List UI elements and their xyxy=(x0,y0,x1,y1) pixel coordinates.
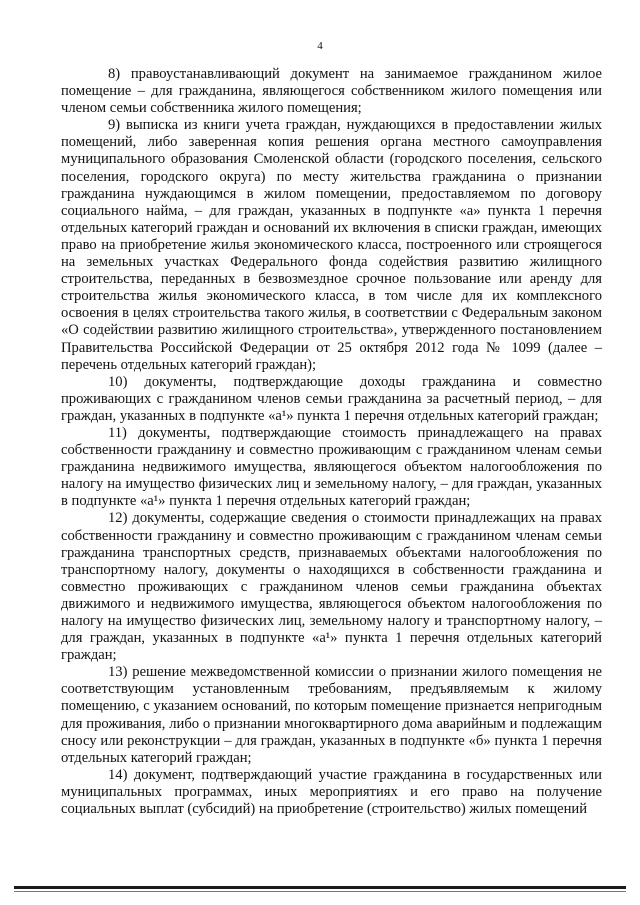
paragraph-item-13: 13) решение межведомственной комиссии о признании жилого помещения не соответствующим установленным требованиям, предъявляемым к жилому помещению, с указанием оснований, по которым помещение признается непригодным для проживания, либо о признании многоквартирного дома аварийным и подлежащим сносу или реконструкции – для граждан, указанных в подпункте «б» пункта 1 перечня отдельных категорий граждан; xyxy=(61,664,602,766)
paragraph-item-14: 14) документ, подтверждающий участие гражданина в государственных или муниципальных программах, иных мероприятиях и его право на получение социальных выплат (субсидий) на приобретение (строительство) жилых помещений xyxy=(61,766,602,818)
paragraph-item-9: 9) выписка из книги учета граждан, нуждающихся в предоставлении жилых помещений, либо заверенная копия решения органа местного самоуправления муниципального образования Смоленской области (городского поселения, сельского поселения, городского округа) по месту жительства гражданина о признании гражданина нуждающимся в жилом помещении, предоставляемом по договору социального найма, – для граждан, указанных в подпункте «а» пункта 1 перечня отдельных категорий граждан и оснований их включения в списки граждан, имеющих право на приобретение жилья экономического класса, построенного или строящегося на земельных участках Федерального фонда содействия развитию жилищного строительства, переданных в безвозмездное срочное пользование или аренду для строительства жилья экономического класса, в том числе для их комплексного освоения в целях строительства такого жилья, в соответствии с Федеральным законом «О содействии развитию жилищного строительства», утвержденного постановлением Правительства Российской Федерации от 25 октября 2012 года № 1099 (далее – перечень отдельных категорий граждан); xyxy=(61,117,602,373)
paragraph-item-10: 10) документы, подтверждающие доходы гражданина и совместно проживающих с гражданином членов семьи гражданина за расчетный период, – для граждан, указанных в подпункте «а¹» пункта 1 перечня отдельных категорий граждан; xyxy=(61,373,602,424)
paragraph-item-12: 12) документы, содержащие сведения о стоимости принадлежащих на правах собственности гражданину и совместно проживающим с гражданином членам семьи гражданина транспортных средств, признаваемых объектами налогообложения по транспортному налогу, документы о находящихся в собственности гражданина и совместно проживающих с гражданином членов семьи гражданина объектах движимого и недвижимого имущества, являющегося объектом налогообложения по налогу на имущество физических лиц, земельному налогу и транспортному налогу, – для граждан, указанных в подпункте «а¹» пункта 1 перечня отдельных категорий граждан; xyxy=(61,510,602,664)
paragraph-item-11: 11) документы, подтверждающие стоимость принадлежащего на правах собственности гражданину и совместно проживающим с гражданином членам семьи гражданина недвижимого имущества, являющегося объектом налогообложения по налогу на имущество физических лиц и земельному налогу, – для граждан, указанных в подпункте «а¹» пункта 1 перечня отдельных категорий граждан; xyxy=(61,424,602,510)
bottom-scan-border-thin xyxy=(14,891,626,892)
paragraph-item-8: 8) правоустанавливающий документ на занимаемое гражданином жилое помещение – для гражданина, являющегося собственником жилого помещения или членом семьи собственника жилого помещения; xyxy=(61,66,602,117)
bottom-scan-border xyxy=(14,886,626,889)
page-number: 4 xyxy=(317,40,323,52)
document-body xyxy=(61,66,602,818)
